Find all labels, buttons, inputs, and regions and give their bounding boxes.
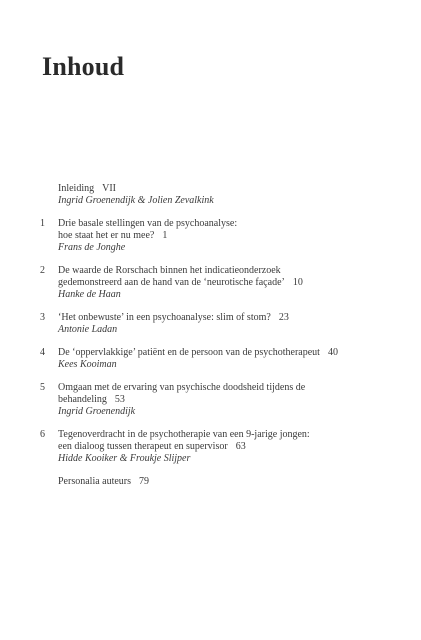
toc-entry-title-continued: een dialoog tussen therapeut en supervisor <box>58 441 228 452</box>
toc-entry-authors: Frans de Jonghe <box>58 242 126 253</box>
toc-entry-title-line <box>58 312 390 324</box>
toc-entry-title-line <box>58 277 390 289</box>
toc-entry-chapter-6 <box>40 429 390 465</box>
toc-entry-title-continued: hoe staat het er nu mee? <box>58 230 155 241</box>
toc-entry-number: 1 <box>40 218 45 229</box>
toc-entry-title: Inleiding <box>58 183 95 194</box>
toc-entry-page-number: VII <box>102 183 116 194</box>
toc-entry-chapter-4 <box>40 347 390 371</box>
table-of-contents <box>40 183 390 499</box>
toc-entry-page-number: 40 <box>327 347 338 358</box>
toc-entry-title-line <box>58 183 390 195</box>
toc-entry-title: Drie basale stellingen van de psychoanalyse: <box>58 218 238 229</box>
toc-entry-number: 6 <box>40 429 45 440</box>
toc-entry-title: ‘Het onbewuste’ in een psychoanalyse: slim of stom? <box>58 312 271 323</box>
toc-entry-author-bios <box>40 476 390 488</box>
toc-entry-chapter-1 <box>40 218 390 254</box>
toc-entry-title: Personalia auteurs <box>58 476 132 487</box>
page-title: Inhoud <box>42 52 125 81</box>
toc-entry-authors: Antonie Ladan <box>58 324 118 335</box>
toc-entry-number: 3 <box>40 312 45 323</box>
toc-entry-title: Omgaan met de ervaring van psychische doodsheid tijdens de <box>58 382 306 393</box>
toc-entry-page-number: 1 <box>162 230 168 241</box>
toc-entry-page-number: 53 <box>114 394 125 405</box>
toc-entry-title: De waarde de Rorschach binnen het indicatieonderzoek <box>58 265 281 276</box>
toc-entry-title-line <box>58 394 390 406</box>
toc-entry-title-line <box>58 230 390 242</box>
toc-entry-authors: Hidde Kooiker & Froukje Slijper <box>58 453 191 464</box>
toc-entry-number: 5 <box>40 382 45 393</box>
toc-entry-number: 2 <box>40 265 45 276</box>
toc-entry-authors: Ingrid Groenendijk <box>58 406 136 417</box>
toc-entry-introduction <box>40 183 390 207</box>
toc-entry-authors: Kees Kooiman <box>58 359 117 370</box>
toc-entry-page-number: 23 <box>278 312 289 323</box>
toc-entry-page-number: 63 <box>235 441 246 452</box>
toc-entry-title-line <box>58 347 390 359</box>
toc-entry-number: 4 <box>40 347 45 358</box>
toc-entry-chapter-5 <box>40 382 390 418</box>
toc-entry-authors: Ingrid Groenendijk & Jolien Zevalkink <box>58 195 214 206</box>
toc-entry-title-continued: behandeling <box>58 394 107 405</box>
toc-entry-title-line <box>58 441 390 453</box>
toc-entry-chapter-3 <box>40 312 390 336</box>
toc-entry-title-line <box>58 476 390 488</box>
toc-entry-title: De ‘oppervlakkige’ patiënt en de persoon van de psychotherapeut <box>58 347 320 358</box>
toc-entry-page-number: 79 <box>139 476 150 487</box>
toc-entry-title-continued: gedemonstreerd aan de hand van de ‘neurotische façade’ <box>58 277 285 288</box>
toc-entry-page-number: 10 <box>292 277 303 288</box>
toc-entry-authors: Hanke de Haan <box>58 289 121 300</box>
toc-entry-title: Tegenoverdracht in de psychotherapie van een 9-jarige jongen: <box>58 429 310 440</box>
toc-entry-chapter-2 <box>40 265 390 301</box>
